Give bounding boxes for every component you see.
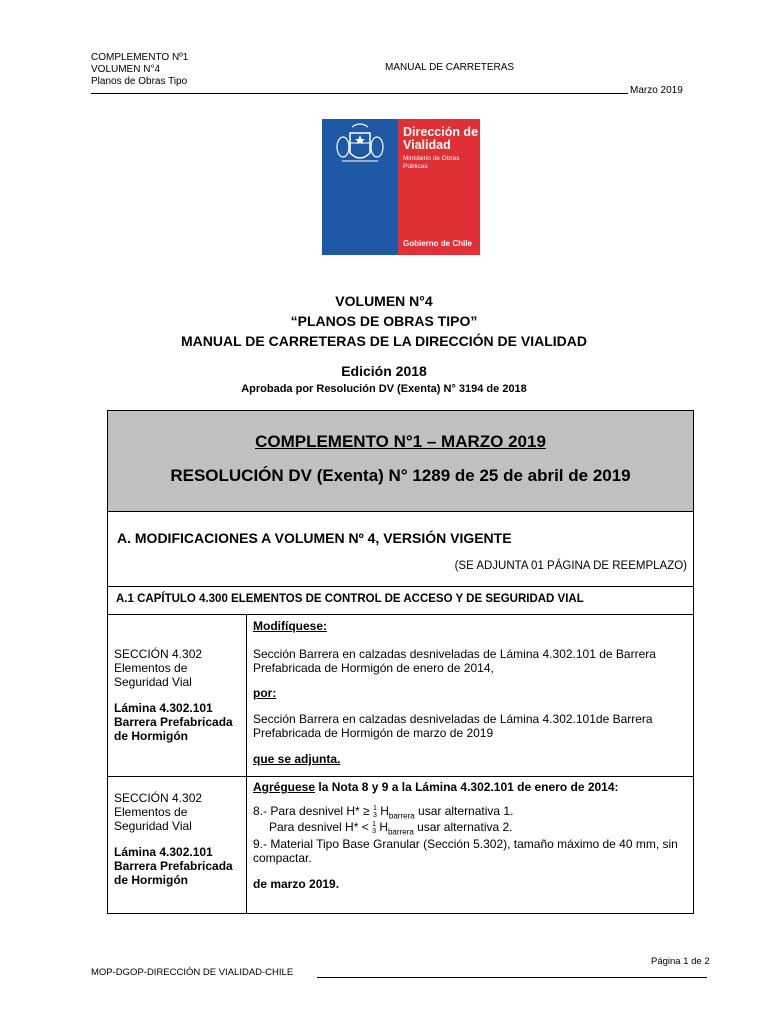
fraction [372,821,376,835]
logo-coat-of-arms [322,119,398,255]
row2-section: SECCIÓN 4.302 [114,791,203,805]
fraction-num: 1 [372,821,376,829]
h-letter: H [380,804,389,818]
logo-title [403,126,478,152]
footer-left: MOP-DGOP-DIRECCIÓN DE VIALIDAD-CHILE [91,967,294,978]
row2-nota9: 9.- Material Tipo Base Granular (Sección 5.302), tamaño máximo de 40 mm, sin compactar. [253,836,678,865]
logo-sub-line2: Públicas [403,163,428,170]
fraction-den: 3 [372,828,376,836]
complemento-header-cell [108,411,694,512]
nota8b-suffix: usar alternativa 2. [413,820,513,835]
row1-left-cell [108,615,247,777]
row1-text1: Sección Barrera en calzadas desniveladas de Lámina 4.302.101 de Barrera Prefabricada de Hormigón de enero de 2014, [253,647,656,675]
row1-que: que se adjunta. [253,752,341,766]
planos-title: “PLANOS DE OBRAS TIPO” [290,313,478,329]
complemento-table [107,410,694,914]
row2-agreguese-rest: la Nota 8 y 9 a la Lámina 4.302.101 de enero de 2014: [315,780,619,794]
a1-heading: A.1 CAPÍTULO 4.300 ELEMENTOS DE CONTROL DE ACCESO Y DE SEGURIDAD VIAL [108,587,694,615]
fraction [373,805,377,819]
nota8b-prefix: Para desnivel H* < [269,820,373,835]
section-a-heading: A. MODIFICACIONES A VOLUMEN Nº 4, VERSIÓN VIGENTE [117,530,512,546]
coat-of-arms-icon [322,119,398,179]
complemento-heading: COMPLEMENTO N°1 – MARZO 2019 [255,432,546,451]
logo-sub-line1: Ministerio de Obras [403,155,460,162]
row2-elements: Elementos de Seguridad Vial [114,805,192,833]
logo-title-line1: Dirección de [403,125,479,139]
nota8-prefix: 8.- Para desnivel H* ≥ [253,804,373,818]
edicion-title: Edición 2018 [341,363,427,379]
footer-page-number: Página 1 de 2 [651,956,710,967]
row1-modifiquese: Modifíquese: [253,619,327,633]
resolucion-heading: RESOLUCIÓN DV (Exenta) N° 1289 de 25 de abril de 2019 [170,466,631,485]
row2-lamina: Lámina 4.302.101 Barrera Prefabricada de Hormigón [114,845,233,887]
footer-rule [317,977,707,978]
table-row [108,777,694,914]
row1-right-cell [247,615,694,777]
aprobada-title: Aprobada por Resolución DV (Exenta) N° 3194 de 2018 [241,383,527,395]
nota8b-sub: barrera [387,827,414,837]
h-letter: H [379,820,388,835]
header-date: Marzo 2019 [630,85,683,96]
row2-agreguese-line [253,780,687,794]
row2-agreguese: Agréguese [253,780,316,794]
fraction-den: 3 [372,811,377,819]
row2-left-cell [108,777,247,914]
row1-elements: Elementos de Seguridad Vial [114,661,192,689]
header-volumen: VOLUMEN N°4 [91,64,161,75]
direccion-vialidad-logo [322,119,480,255]
header-complemento: COMPLEMENTO Nº1 [91,52,189,63]
logo-gobierno: Gobierno de Chile [403,239,472,248]
section-a-cell [108,512,694,587]
fraction-num: 1 [372,804,377,812]
table-row [108,615,694,777]
row2-nota8b [269,820,687,836]
row1-lamina: Lámina 4.302.101 Barrera Prefabricada de Hormigón [114,701,233,743]
row1-text2: Sección Barrera en calzadas desniveladas de Lámina 4.302.101de Barrera Prefabricada de Hormigón de marzo de 2019 [253,712,653,740]
header-rule [91,93,628,94]
header-left [91,52,188,88]
logo-text-panel [398,119,480,255]
volumen-title: VOLUMEN N°4 [335,293,433,309]
row2-right-cell [247,777,694,914]
nota8-sub: barrera [388,811,415,821]
row2-de-marzo: de marzo 2019. [253,876,340,891]
row1-por: por: [253,686,277,700]
header-center-title: MANUAL DE CARRETERAS [385,62,515,73]
logo-subtitle [403,155,459,171]
manual-title: MANUAL DE CARRETERAS DE LA DIRECCIÓN DE VIALIDAD [180,333,587,349]
nota8-suffix: usar alternativa 1. [414,804,514,818]
section-a-note: (SE ADJUNTA 01 PÁGINA DE REEMPLAZO) [454,560,687,572]
header-planos: Planos de Obras Tipo [91,76,188,87]
row2-nota8 [253,804,687,820]
row1-section: SECCIÓN 4.302 [114,647,203,661]
logo-title-line2: Vialidad [403,138,451,152]
